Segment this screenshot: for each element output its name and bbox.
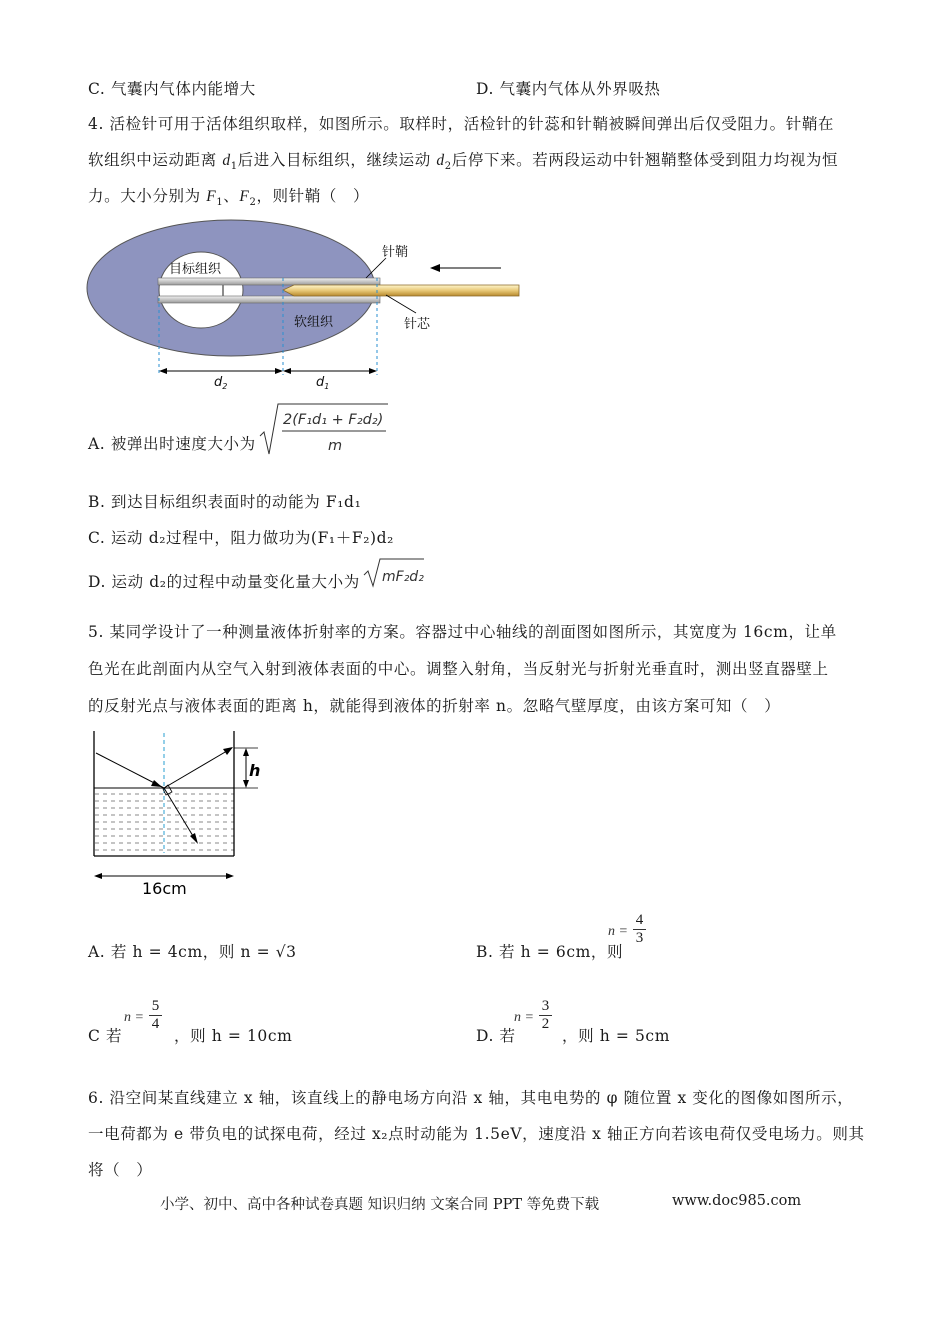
q5-option-c-suffix: ，则 h = 10cm <box>174 1027 293 1045</box>
label-target-tissue: 目标组织 <box>169 262 222 277</box>
svg-text:2(F₁d₁ + F₂d₂): 2(F₁d₁ + F₂d₂) <box>283 412 384 428</box>
q4-option-d-formula <box>362 557 426 589</box>
footer-left: 小学、初中、高中各种试卷真题 知识归纳 文案合同 PPT 等免费下载 <box>160 1197 600 1213</box>
q4-option-c: C. 运动 d₂过程中，阻力做功为(F₁＋F₂)d₂ <box>88 529 394 547</box>
q5-stem-line2: 色光在此剖面内从空气入射到液体表面的中心。调整入射角，当反射光与折射光垂直时，测出竖直器壁上 <box>88 660 829 678</box>
footer-url[interactable]: www.doc985.com <box>672 1193 802 1209</box>
q4-stem-line2: 软组织中运动距离 $d_1$后进入目标组织，继续运动 $d_2$后停下来。若两段运动中针翘鞘整体受到阻力均视为恒 <box>88 151 839 173</box>
q4-option-a-formula <box>258 402 390 458</box>
label-h: h <box>249 761 261 780</box>
q5-option-b-formula: n = $\frac{4}{3}$ <box>608 912 646 947</box>
sheath-upper <box>158 278 380 285</box>
label-sheath: 针鞘 <box>382 245 409 260</box>
q6-stem-line1: 6. 沿空间某直线建立 x 轴，该直线上的静电场方向沿 x 轴，其电电势的 φ 随位置 x 变化的图像如图所示， <box>88 1089 854 1107</box>
svg-text:m: m <box>328 438 343 454</box>
q4-option-b: B. 到达目标组织表面时的动能为 F₁d₁ <box>88 493 362 511</box>
q3-option-d: D. 气囊内气体从外界吸热 <box>476 80 661 98</box>
q4-option-d: D. 运动 d₂的过程中动量变化量大小为 <box>88 573 360 591</box>
q5-stem-line3: 的反射光点与液体表面的距离 h，就能得到液体的折射率 n。忽略气壁厚度，由该方案可知（ ） <box>88 697 781 715</box>
q4-biopsy-needle-figure <box>86 218 526 398</box>
q6-stem-line3: 将（ ） <box>88 1161 153 1179</box>
q5-stem-line1: 5. 某同学设计了一种测量液体折射率的方案。容器过中心轴线的剖面图如图所示，其宽度为 16cm，让单 <box>88 623 837 641</box>
sheath-lower <box>158 296 380 303</box>
q6-stem-line2: 一电荷都为 e 带负电的试探电荷，经过 x₂点时动能为 1.5eV，速度沿 x 轴正方向若该电荷仅受电场力。则其 <box>88 1125 865 1143</box>
q3-option-c: C. 气囊内气体内能增大 <box>88 80 256 98</box>
label-d1: $d_1$ <box>316 375 330 391</box>
q4-stem-line1: 4. 活检针可用于活体组织取样，如图所示。取样时，活检针的针蕊和针鞘被瞬间弹出后仅受阻力。针鞘在 <box>88 115 835 133</box>
q5-option-c-formula: n = $\frac{5}{4}$ <box>124 998 162 1033</box>
q5-option-a: A. 若 h = 4cm，则 n = √3 <box>88 943 297 961</box>
q5-option-c-prefix: C 若 <box>88 1027 123 1045</box>
needle-core <box>283 285 519 296</box>
label-d2: $d_2$ <box>214 375 228 391</box>
q4-stem-line3: 力。大小分别为 $F_1$、$F_2$，则针鞘（ ） <box>88 187 370 209</box>
q5-container-figure <box>86 728 276 898</box>
q5-option-d-formula: n = $\frac{3}{2}$ <box>514 998 552 1033</box>
q4-option-a: A. 被弹出时速度大小为 <box>88 435 256 453</box>
q5-option-b: B. 若 h = 6cm，则 <box>476 943 624 961</box>
label-soft-tissue: 软组织 <box>294 315 334 330</box>
svg-text:mF₂d₂: mF₂d₂ <box>382 569 424 585</box>
label-width: 16cm <box>142 879 187 898</box>
label-core: 针芯 <box>404 317 431 332</box>
q5-option-d-prefix: D. 若 <box>476 1027 516 1045</box>
q5-option-d-suffix: ，则 h = 5cm <box>562 1027 670 1045</box>
